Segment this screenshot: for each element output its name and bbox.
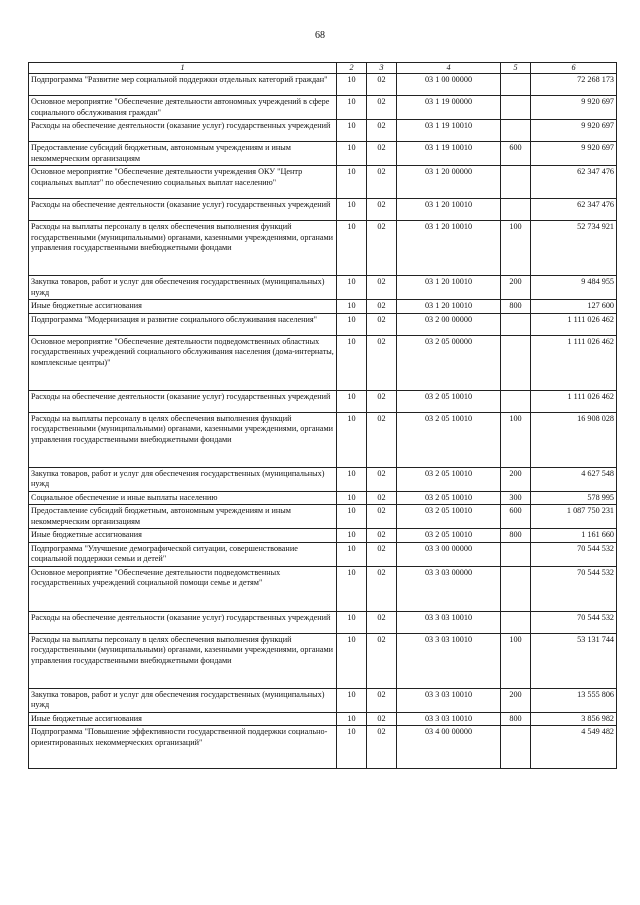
row-section: 10: [337, 96, 367, 120]
row-subsection: 02: [367, 566, 397, 611]
row-section: 10: [337, 166, 367, 199]
row-target-code: 03 2 05 10010: [397, 390, 501, 412]
row-name: Иные бюджетные ассигнования: [29, 712, 337, 726]
table-row: [29, 412, 617, 467]
row-target-code: 03 1 19 00000: [397, 96, 501, 120]
row-target-code: 03 2 05 10010: [397, 529, 501, 543]
row-amount: 1 111 026 462: [531, 335, 617, 390]
row-target-code: 03 1 20 10010: [397, 300, 501, 314]
row-subsection: 02: [367, 300, 397, 314]
row-name: Основное мероприятие "Обеспечение деятельности учреждения ОКУ "Центр социальных выплат" по обеспечению социальных выплат населению": [29, 166, 337, 199]
row-amount: 127 600: [531, 300, 617, 314]
row-target-code: 03 2 05 10010: [397, 412, 501, 467]
row-target-code: 03 2 05 10010: [397, 491, 501, 505]
row-expense-type: [501, 566, 531, 611]
row-subsection: 02: [367, 390, 397, 412]
row-amount: 1 111 026 462: [531, 390, 617, 412]
row-name: Подпрограмма "Улучшение демографической ситуации, совершенствование социальной поддержки семьи и детей": [29, 542, 337, 566]
row-subsection: 02: [367, 166, 397, 199]
table-body: [29, 74, 617, 769]
table-row: [29, 688, 617, 712]
row-subsection: 02: [367, 221, 397, 276]
row-target-code: 03 3 03 10010: [397, 633, 501, 688]
row-expense-type: [501, 96, 531, 120]
header-col-1: 1: [29, 63, 337, 74]
row-expense-type: 200: [501, 467, 531, 491]
row-expense-type: [501, 199, 531, 221]
row-name: Подпрограмма "Модернизация и развитие социального обслуживания населения": [29, 313, 337, 335]
page-number: 68: [315, 30, 325, 41]
row-expense-type: 800: [501, 529, 531, 543]
row-name: Расходы на обеспечение деятельности (оказание услуг) государственных учреждений: [29, 199, 337, 221]
row-name: Основное мероприятие "Обеспечение деятельности автономных учреждений в сфере социального обслуживания граждан": [29, 96, 337, 120]
row-expense-type: [501, 726, 531, 769]
row-name: Закупка товаров, работ и услуг для обеспечения государственных (муниципальных) нужд: [29, 467, 337, 491]
row-subsection: 02: [367, 412, 397, 467]
row-name: Основное мероприятие "Обеспечение деятельности подведомственных областных государственных учреждений социального обслуживания населения (дома-интернаты, комплексные центры)": [29, 335, 337, 390]
row-subsection: 02: [367, 712, 397, 726]
row-target-code: 03 1 20 10010: [397, 199, 501, 221]
table-row: [29, 505, 617, 529]
row-section: 10: [337, 142, 367, 166]
row-amount: 1 087 750 231: [531, 505, 617, 529]
row-name: Подпрограмма "Повышение эффективности государственной поддержки социально-ориентированных некоммерческих организаций": [29, 726, 337, 769]
row-expense-type: 600: [501, 505, 531, 529]
row-section: 10: [337, 412, 367, 467]
row-target-code: 03 3 03 10010: [397, 688, 501, 712]
row-subsection: 02: [367, 74, 397, 96]
row-amount: 70 544 532: [531, 611, 617, 633]
row-amount: 578 995: [531, 491, 617, 505]
row-expense-type: [501, 74, 531, 96]
row-amount: 9 920 697: [531, 120, 617, 142]
row-subsection: 02: [367, 467, 397, 491]
row-amount: 9 920 697: [531, 96, 617, 120]
row-name: Закупка товаров, работ и услуг для обеспечения государственных (муниципальных) нужд: [29, 276, 337, 300]
row-amount: 9 484 955: [531, 276, 617, 300]
row-name: Расходы на обеспечение деятельности (оказание услуг) государственных учреждений: [29, 390, 337, 412]
table-row: [29, 199, 617, 221]
table-row: [29, 611, 617, 633]
row-name: Расходы на выплаты персоналу в целях обеспечения выполнения функций государственными (муниципальными) органами, казенными учреждениями, органами управления государственными внебюджетными фондами: [29, 633, 337, 688]
table-row: [29, 529, 617, 543]
row-subsection: 02: [367, 633, 397, 688]
row-subsection: 02: [367, 313, 397, 335]
row-section: 10: [337, 467, 367, 491]
row-expense-type: 100: [501, 221, 531, 276]
row-section: 10: [337, 688, 367, 712]
table-row: [29, 96, 617, 120]
table-row: [29, 712, 617, 726]
row-amount: 62 347 476: [531, 199, 617, 221]
row-name: Расходы на выплаты персоналу в целях обеспечения выполнения функций государственными (муниципальными) органами, казенными учреждениями, органами управления государственными внебюджетными фондами: [29, 221, 337, 276]
table-row: [29, 300, 617, 314]
row-name: Основное мероприятие "Обеспечение деятельности подведомственных государственных учреждений социальной помощи семье и детям": [29, 566, 337, 611]
table-row: [29, 142, 617, 166]
row-target-code: 03 1 19 10010: [397, 142, 501, 166]
row-subsection: 02: [367, 335, 397, 390]
header-col-4: 4: [397, 63, 501, 74]
row-expense-type: [501, 313, 531, 335]
row-subsection: 02: [367, 529, 397, 543]
row-subsection: 02: [367, 142, 397, 166]
row-name: Предоставление субсидий бюджетным, автономным учреждениям и иным некоммерческим организациям: [29, 505, 337, 529]
row-target-code: 03 1 19 10010: [397, 120, 501, 142]
header-col-5: 5: [501, 63, 531, 74]
row-amount: 72 268 173: [531, 74, 617, 96]
table-row: [29, 221, 617, 276]
row-name: Социальное обеспечение и иные выплаты населению: [29, 491, 337, 505]
row-section: 10: [337, 276, 367, 300]
row-section: 10: [337, 726, 367, 769]
row-expense-type: [501, 335, 531, 390]
row-section: 10: [337, 199, 367, 221]
row-expense-type: [501, 120, 531, 142]
row-section: 10: [337, 300, 367, 314]
row-target-code: 03 2 05 10010: [397, 467, 501, 491]
row-subsection: 02: [367, 688, 397, 712]
row-expense-type: [501, 542, 531, 566]
row-amount: 4 549 482: [531, 726, 617, 769]
row-expense-type: [501, 166, 531, 199]
row-expense-type: 100: [501, 412, 531, 467]
budget-table: [28, 62, 617, 769]
row-amount: 4 627 548: [531, 467, 617, 491]
table-row: [29, 390, 617, 412]
table-row: [29, 313, 617, 335]
row-target-code: 03 3 03 00000: [397, 566, 501, 611]
row-amount: 70 544 532: [531, 566, 617, 611]
row-target-code: 03 2 00 00000: [397, 313, 501, 335]
row-amount: 70 544 532: [531, 542, 617, 566]
row-section: 10: [337, 74, 367, 96]
row-subsection: 02: [367, 505, 397, 529]
row-name: Подпрограмма "Развитие мер социальной поддержки отдельных категорий граждан": [29, 74, 337, 96]
table-row: [29, 491, 617, 505]
row-amount: 1 161 660: [531, 529, 617, 543]
table-row: [29, 276, 617, 300]
row-subsection: 02: [367, 491, 397, 505]
row-section: 10: [337, 390, 367, 412]
row-section: 10: [337, 120, 367, 142]
row-expense-type: [501, 611, 531, 633]
row-name: Расходы на обеспечение деятельности (оказание услуг) государственных учреждений: [29, 611, 337, 633]
row-subsection: 02: [367, 96, 397, 120]
header-col-6: 6: [531, 63, 617, 74]
row-name: Закупка товаров, работ и услуг для обеспечения государственных (муниципальных) нужд: [29, 688, 337, 712]
row-section: 10: [337, 542, 367, 566]
table-row: [29, 726, 617, 769]
row-expense-type: [501, 390, 531, 412]
row-expense-type: 800: [501, 300, 531, 314]
row-target-code: 03 1 20 10010: [397, 221, 501, 276]
row-amount: 62 347 476: [531, 166, 617, 199]
row-target-code: 03 2 05 10010: [397, 505, 501, 529]
row-target-code: 03 1 20 10010: [397, 276, 501, 300]
table-row: [29, 166, 617, 199]
row-expense-type: 200: [501, 688, 531, 712]
row-target-code: 03 3 03 10010: [397, 712, 501, 726]
row-section: 10: [337, 611, 367, 633]
header-col-2: 2: [337, 63, 367, 74]
row-name: Иные бюджетные ассигнования: [29, 529, 337, 543]
table-row: [29, 566, 617, 611]
row-expense-type: 100: [501, 633, 531, 688]
row-amount: 3 856 982: [531, 712, 617, 726]
row-expense-type: 300: [501, 491, 531, 505]
row-section: 10: [337, 491, 367, 505]
row-name: Расходы на обеспечение деятельности (оказание услуг) государственных учреждений: [29, 120, 337, 142]
row-section: 10: [337, 221, 367, 276]
row-target-code: 03 3 03 10010: [397, 611, 501, 633]
row-expense-type: 200: [501, 276, 531, 300]
row-section: 10: [337, 712, 367, 726]
row-amount: 16 908 028: [531, 412, 617, 467]
table-row: [29, 120, 617, 142]
table-row: [29, 467, 617, 491]
row-target-code: 03 4 00 00000: [397, 726, 501, 769]
row-section: 10: [337, 335, 367, 390]
row-section: 10: [337, 313, 367, 335]
row-section: 10: [337, 505, 367, 529]
row-target-code: 03 2 05 00000: [397, 335, 501, 390]
row-section: 10: [337, 566, 367, 611]
row-target-code: 03 1 20 00000: [397, 166, 501, 199]
row-subsection: 02: [367, 726, 397, 769]
row-section: 10: [337, 529, 367, 543]
row-target-code: 03 3 00 00000: [397, 542, 501, 566]
row-amount: 9 920 697: [531, 142, 617, 166]
row-name: Расходы на выплаты персоналу в целях обеспечения выполнения функций государственными (муниципальными) органами, казенными учреждениями, органами управления государственными внебюджетными фондами: [29, 412, 337, 467]
row-subsection: 02: [367, 542, 397, 566]
row-subsection: 02: [367, 199, 397, 221]
row-subsection: 02: [367, 611, 397, 633]
row-subsection: 02: [367, 120, 397, 142]
table-row: [29, 74, 617, 96]
row-expense-type: 800: [501, 712, 531, 726]
row-amount: 52 734 921: [531, 221, 617, 276]
table-header-row: [29, 63, 617, 74]
row-amount: 1 111 026 462: [531, 313, 617, 335]
table-row: [29, 542, 617, 566]
row-name: Предоставление субсидий бюджетным, автономным учреждениям и иным некоммерческим организациям: [29, 142, 337, 166]
row-target-code: 03 1 00 00000: [397, 74, 501, 96]
table-row: [29, 633, 617, 688]
row-amount: 13 555 806: [531, 688, 617, 712]
table-row: [29, 335, 617, 390]
row-section: 10: [337, 633, 367, 688]
row-name: Иные бюджетные ассигнования: [29, 300, 337, 314]
header-col-3: 3: [367, 63, 397, 74]
row-amount: 53 131 744: [531, 633, 617, 688]
row-subsection: 02: [367, 276, 397, 300]
row-expense-type: 600: [501, 142, 531, 166]
